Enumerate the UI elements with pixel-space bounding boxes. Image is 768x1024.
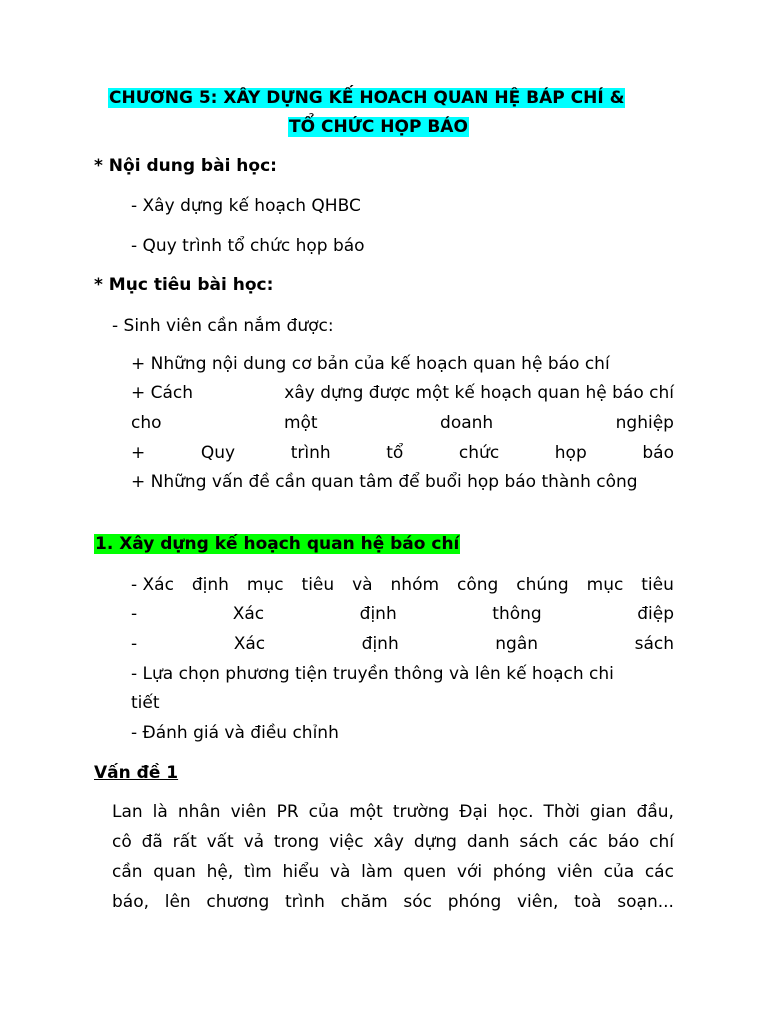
goals-heading: * Mục tiêu bài học: xyxy=(94,275,274,295)
section1-line-5: - Đánh giá và điều chỉnh xyxy=(131,723,339,743)
issue1-para-line-3: cần quan hệ, tìm hiểu và làm quen với phóng viên của các xyxy=(112,862,674,882)
goals-line-3: cho một doanh nghiệp xyxy=(131,413,674,433)
section1-line-2: - Xác định thông điệp xyxy=(131,604,674,624)
issue1-para-line-2: cô đã rất vất vả trong việc xây dựng danh sách các báo chí xyxy=(112,832,674,852)
chapter-title-line2: TỔ CHỨC HỌP BÁO xyxy=(289,117,468,137)
content-heading: * Nội dung bài học: xyxy=(94,156,277,176)
section1-line-4b: tiết xyxy=(131,693,160,713)
goals-line-4: + Quy trình tổ chức họp báo xyxy=(131,443,674,463)
issue1-heading: Vấn đề 1 xyxy=(94,763,179,783)
section1-line-4: - Lựa chọn phương tiện truyền thông và lên kế hoạch chi xyxy=(131,664,614,684)
goals-line-2: + Cách xây dựng được một kế hoạch quan hệ báo chí xyxy=(131,383,674,403)
issue1-para-line-4: báo, lên chương trình chăm sóc phóng viên, toà soạn... xyxy=(112,892,674,912)
goals-line-1: + Những nội dung cơ bản của kế hoạch quan hệ báo chí xyxy=(131,354,610,374)
goals-line-5: + Những vấn đề cần quan tâm để buổi họp báo thành công xyxy=(131,472,638,492)
section1-heading: 1. Xây dựng kế hoạch quan hệ báo chí xyxy=(95,534,460,554)
content-item-2: - Quy trình tổ chức họp báo xyxy=(131,236,365,256)
content-item-1: - Xây dựng kế hoạch QHBC xyxy=(131,196,361,216)
chapter-title-line1: CHƯƠNG 5: XÂY DỰNG KẾ HOACH QUAN HỆ BÁP CHÍ & xyxy=(109,88,625,108)
section1-line-3: - Xác định ngân sách xyxy=(131,634,674,654)
section1-line-1: - Xác định mục tiêu và nhóm công chúng mục tiêu xyxy=(131,575,674,595)
goals-intro: - Sinh viên cần nắm được: xyxy=(112,316,334,336)
issue1-para-line-1: Lan là nhân viên PR của một trường Đại học. Thời gian đầu, xyxy=(112,802,674,822)
